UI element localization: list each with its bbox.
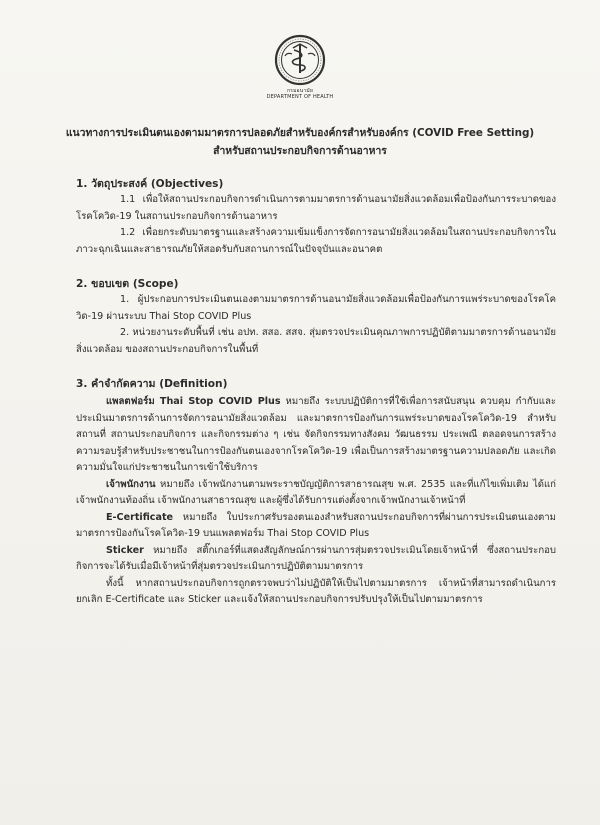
objective-1: 1.1 เพื่อให้สถานประกอบกิจการดำเนินการตามมาตรการด้านอนามัยสิ่งแวดล้อมเพื่อป้องกันการระบาดของโรคโควิด-19 ในสถานประกอบกิจการด้านอาหาร	[76, 194, 556, 222]
document-title	[40, 124, 560, 160]
logo-name-thai: กรมอนามัย	[286, 88, 314, 94]
definition-sticker-term: Sticker	[106, 544, 144, 556]
definition-officer-term: เจ้าพนักงาน	[106, 478, 156, 490]
scope-2: 2. หน่วยงานระดับพื้นที่ เช่น อปท. สสอ. สสจ. สุ่มตรวจประเมินคุณภาพการปฏิบัติตามมาตรการด้านอนามัยสิ่งแวดล้อม ของสถานประกอบกิจการในพื้นที่	[76, 327, 556, 355]
scope-1: 1. ผู้ประกอบการประเมินตนเองตามมาตรการด้านอนามัยสิ่งแวดล้อมเพื่อป้องกันการแพร่ระบาดของโรคโควิด-19 ผ่านระบบ Thai Stop COVID Plus	[76, 294, 556, 322]
definition-ecertificate	[76, 510, 556, 543]
document-body	[76, 176, 556, 609]
definition-platform	[76, 394, 556, 477]
logo-name-english: DEPARTMENT OF HEALTH	[266, 94, 334, 100]
title-line-1: แนวทางการประเมินตนเองตามมาตรการปลอดภัยสำหรับองค์กรสำหรับองค์กร (COVID Free Setting)	[65, 127, 535, 139]
definition-heading: 3. คำจำกัดความ (Definition)	[76, 378, 228, 390]
definition-ecertificate-term: E-Certificate	[106, 511, 174, 523]
definition-officer	[76, 477, 556, 510]
department-of-health-seal-icon	[274, 34, 326, 86]
objectives-heading: 1. วัตถุประสงค์ (Objectives)	[76, 178, 224, 190]
definition-sticker-text: หมายถึง สติ๊กเกอร์ที่แสดงสัญลักษณ์การผ่านการสุ่มตรวจประเมินโดยเจ้าหน้าที่ ซึ่งสถานประกอบกิจการจะได้รับเมื่อมีเจ้าหน้าที่สุ่มตรวจประเมินการปฏิบัติตามมาตรการ	[76, 544, 556, 572]
section-definition	[76, 376, 556, 609]
scope-heading: 2. ขอบเขต (Scope)	[76, 278, 179, 290]
section-objectives	[76, 176, 556, 258]
definition-ecertificate-text: หมายถึง ใบประกาศรับรองตนเองสำหรับสถานประกอบกิจการที่ผ่านการประเมินตนเองตามมาตรการป้องกันโรคโควิด-19 บนแพลตฟอร์ม Thai Stop COVID Plus	[76, 511, 556, 539]
definition-sticker	[76, 543, 556, 576]
definition-officer-text: หมายถึง เจ้าพนักงานตามพระราชบัญญัติการสาธารณสุข พ.ศ. 2535 และที่แก้ไขเพิ่มเติม ได้แก่ เจ้าพนักงานท้องถิ่น เจ้าพนักงานสาธารณสุข และผู้ซึ่งได้รับการแต่งตั้งจากเจ้าพนักงานเจ้าหน้าที่	[76, 478, 556, 506]
department-logo	[262, 34, 338, 100]
definition-platform-text: หมายถึง ระบบปฏิบัติการที่ใช้เพื่อการสนับสนุน ควบคุม กำกับและประเมินมาตรการด้านการจัดการอนามัยสิ่งแวดล้อม และมาตรการป้องกันการแพร่ระบาดของโรคโควิด-19 สำหรับสถานที่ สถานประกอบกิจการ และกิจกรรมต่าง ๆ เช่น จัดกิจกรรมทางสังคม วัฒนธรรม ประเพณี ตลอดจนการสร้างความรอบรู้สำหรับประชาชนในการป้องกันตนเองจากโรคโควิด-19 เพื่อเป็นการสร้างมาตรฐานความปลอดภัย และเกิดความมั่นใจแก่ประชาชนในการเข้าใช้บริการ	[76, 396, 556, 473]
section-scope	[76, 276, 556, 358]
title-line-2: สำหรับสถานประกอบกิจการด้านอาหาร	[213, 145, 387, 157]
objective-2: 1.2 เพื่อยกระดับมาตรฐานและสร้างความเข้มแข็งการจัดการอนามัยสิ่งแวดล้อมในสถานประกอบกิจการในภาวะฉุกเฉินและสาธารณภัยให้สอดรับกับสถานการณ์ในปัจจุบันและอนาคต	[76, 227, 556, 255]
definition-note: ทั้งนี้ หากสถานประกอบกิจการถูกตรวจพบว่าไม่ปฏิบัติให้เป็นไปตามมาตรการ เจ้าหน้าที่สามารถดำเนินการยกเลิก E-Certificate และ Sticker และแจ้งให้สถานประกอบกิจการปรับปรุงให้เป็นไปตามมาตรการ	[76, 577, 556, 605]
definition-platform-term: แพลตฟอร์ม Thai Stop COVID Plus	[106, 396, 281, 407]
